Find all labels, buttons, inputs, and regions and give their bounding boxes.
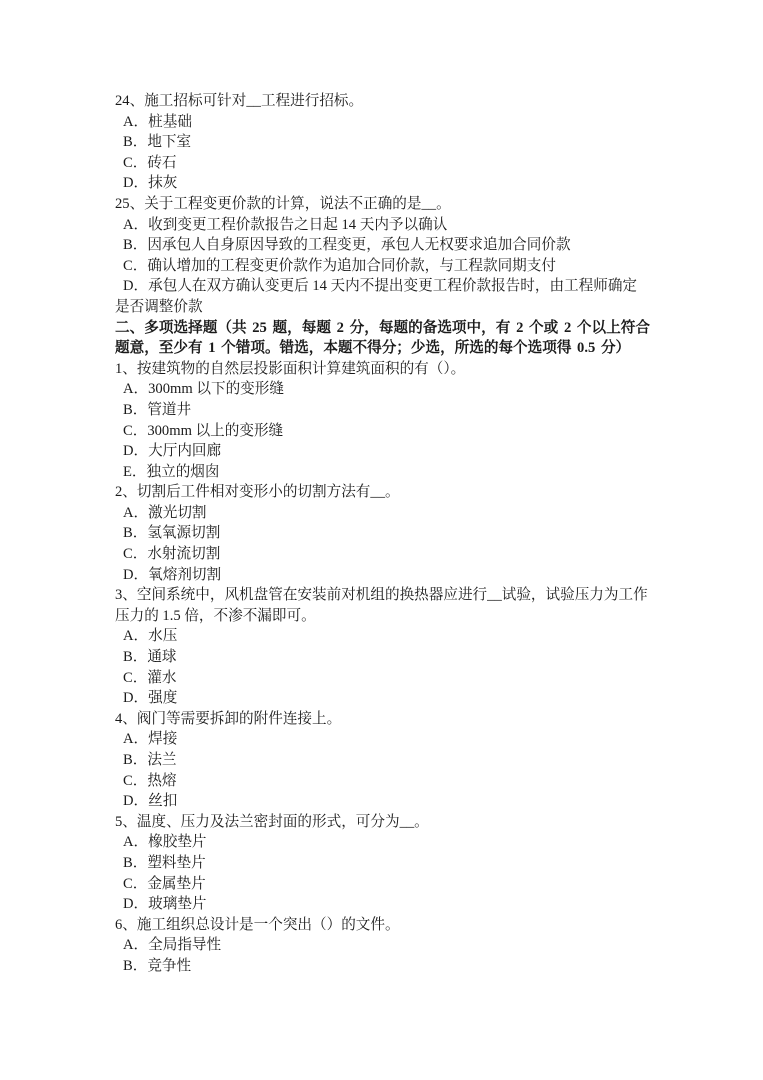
question-text: 6、施工组织总设计是一个突出（）的文件。 [115,916,400,933]
question-text: 25、关于工程变更价款的计算，说法不正确的是__。 [115,195,451,212]
question-25 [115,194,650,318]
option-a: A．全局指导性 [123,937,222,954]
section-heading-multiple-choice: 二、多项选择题（共 25 题，每题 2 分，每题的备选项中，有 2 个或 2 个以上符合题意，至少有 1 个错项。错选，本题不得分；少选，所选的每个选项得 0.5 分） [115,319,650,357]
option-c: C．水射流切割 [123,546,221,563]
option-a: A．水压 [123,628,178,645]
option-b: B．因承包人自身原因导致的工程变更，承包人无权要求追加合同价款 [123,237,571,254]
question-text: 4、阀门等需要拆卸的附件连接上。 [115,710,342,727]
option-e: E．独立的烟囱 [123,463,220,480]
option-c: C．热熔 [123,772,177,789]
question-5 [115,812,650,915]
option-a: A．焊接 [123,731,178,748]
option-c: C．金属垫片 [123,875,206,892]
option-a: A．300mm 以下的变形缝 [123,381,284,398]
question-text: 2、切割后工件相对变形小的切割方法有__。 [115,484,400,501]
option-b: B．地下室 [123,134,192,151]
option-d: D．丝扣 [123,793,178,810]
option-d: D．玻璃垫片 [123,896,207,913]
question-6 [115,915,650,977]
document-page [115,91,650,977]
option-b: B．氢氧源切割 [123,525,221,542]
question-24 [115,91,650,194]
question-text: 1、按建筑物的自然层投影面积计算建筑面积的有（）。 [115,360,466,377]
option-c: C．灌水 [123,669,177,686]
option-a: A．收到变更工程价款报告之日起 14 天内予以确认 [123,216,448,233]
option-d: D．氧熔剂切割 [123,566,222,583]
option-c: C．砖石 [123,154,177,171]
question-3 [115,585,650,709]
question-text: 24、施工招标可针对__工程进行招标。 [115,93,364,109]
question-text: 5、温度、压力及法兰密封面的形式，可分为__。 [115,813,429,830]
option-d: D．抹灰 [123,175,178,192]
option-d: D．强度 [123,690,178,707]
question-1 [115,359,650,483]
question-text: 3、空间系统中，风机盘管在安装前对机组的换热器应进行__试验，试验压力为工作压力的 1.5 倍，不渗不漏即可。 [115,587,648,624]
option-b: B．通球 [123,649,177,666]
question-4 [115,709,650,812]
option-b: B．竞争性 [123,957,192,974]
option-d: D．大厅内回廊 [123,443,222,460]
option-b: B．塑料垫片 [123,854,206,871]
option-a: A．橡胶垫片 [123,834,207,851]
option-a: A．激光切割 [123,504,207,521]
option-b: B．法兰 [123,752,177,768]
option-d: D．承包人在双方确认变更后 14 天内不提出变更工程价款报告时，由工程师确定是否调整价款 [115,278,638,315]
question-2 [115,482,650,585]
option-b: B．管道井 [123,401,192,418]
option-a: A．桩基础 [123,113,192,130]
option-c: C．确认增加的工程变更价款作为追加合同价款，与工程款同期支付 [123,257,556,274]
option-c: C．300mm 以上的变形缝 [123,422,284,439]
